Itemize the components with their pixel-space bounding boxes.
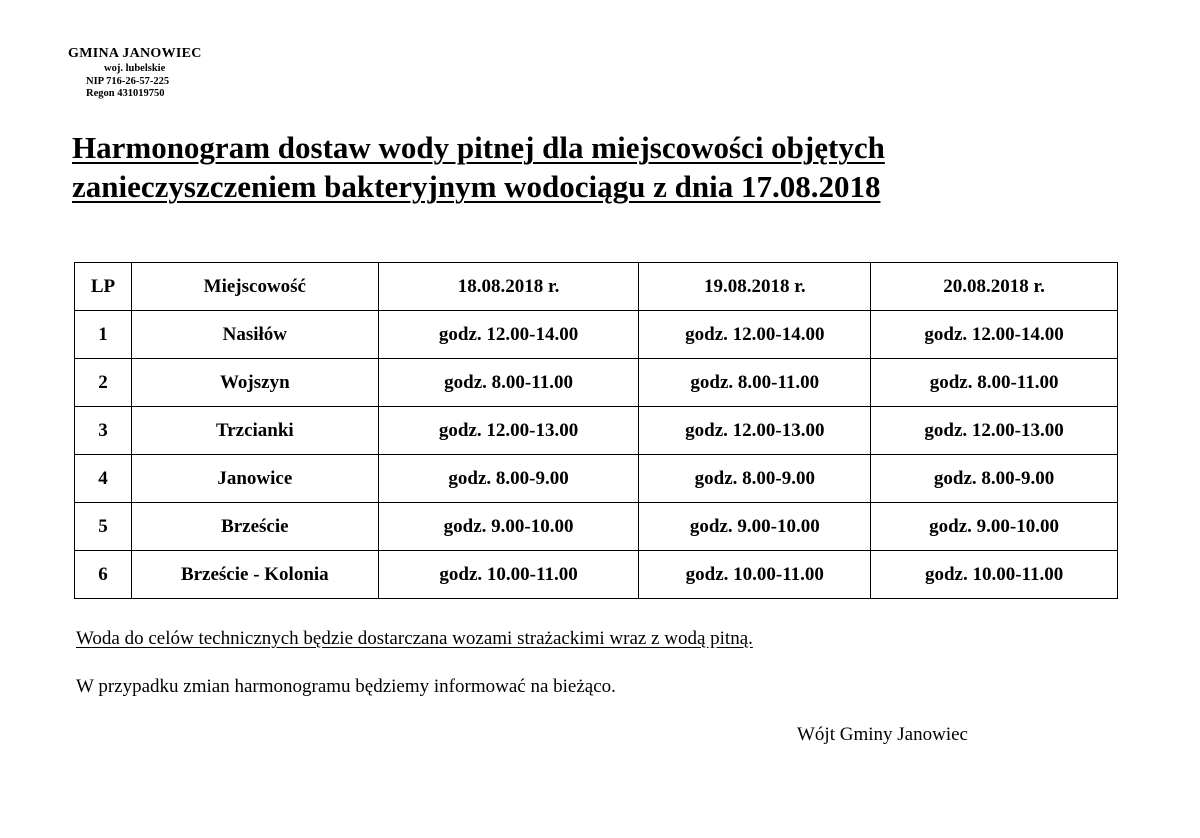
cell-time: godz. 8.00-9.00 xyxy=(378,455,639,503)
cell-time: godz. 8.00-11.00 xyxy=(871,359,1118,407)
table-row xyxy=(75,455,1118,503)
header-date-2: 19.08.2018 r. xyxy=(639,263,871,311)
technical-water-note: Woda do celów technicznych będzie dostarczana wozami strażackimi wraz z wodą pitną. xyxy=(76,628,753,649)
cell-location: Janowice xyxy=(131,455,378,503)
table-row xyxy=(75,359,1118,407)
cell-time: godz. 8.00-11.00 xyxy=(639,359,871,407)
cell-location: Nasiłów xyxy=(131,311,378,359)
header-date-3: 20.08.2018 r. xyxy=(871,263,1118,311)
cell-time: godz. 8.00-11.00 xyxy=(378,359,639,407)
header-date-1: 18.08.2018 r. xyxy=(378,263,639,311)
title-line-1: Harmonogram dostaw wody pitnej dla miejscowości objętych xyxy=(72,130,885,165)
stamp-regon: Regon 431019750 xyxy=(86,88,165,99)
table-row xyxy=(75,503,1118,551)
document-title xyxy=(72,128,1072,206)
changes-note: W przypadku zmian harmonogramu będziemy informować na bieżąco. xyxy=(76,676,616,697)
cell-time: godz. 8.00-9.00 xyxy=(871,455,1118,503)
cell-time: godz. 8.00-9.00 xyxy=(639,455,871,503)
municipality-stamp xyxy=(68,47,202,101)
table-row xyxy=(75,407,1118,455)
header-lp: LP xyxy=(75,263,132,311)
delivery-schedule-table xyxy=(74,262,1118,599)
header-location: Miejscowość xyxy=(131,263,378,311)
cell-time: godz. 10.00-11.00 xyxy=(871,551,1118,599)
cell-time: godz. 9.00-10.00 xyxy=(639,503,871,551)
table-header-row xyxy=(75,263,1118,311)
cell-time: godz. 9.00-10.00 xyxy=(871,503,1118,551)
table-row xyxy=(75,311,1118,359)
title-line-2: zanieczyszczeniem bakteryjnym wodociągu z dnia 17.08.2018 xyxy=(72,169,881,204)
cell-time: godz. 12.00-13.00 xyxy=(378,407,639,455)
cell-time: godz. 9.00-10.00 xyxy=(378,503,639,551)
cell-lp: 6 xyxy=(75,551,132,599)
cell-location: Wojszyn xyxy=(131,359,378,407)
cell-location: Trzcianki xyxy=(131,407,378,455)
cell-lp: 5 xyxy=(75,503,132,551)
signature: Wójt Gminy Janowiec xyxy=(797,724,968,745)
table-row xyxy=(75,551,1118,599)
cell-time: godz. 12.00-14.00 xyxy=(639,311,871,359)
cell-lp: 4 xyxy=(75,455,132,503)
cell-lp: 2 xyxy=(75,359,132,407)
cell-time: godz. 10.00-11.00 xyxy=(378,551,639,599)
cell-location: Brzeście xyxy=(131,503,378,551)
cell-time: godz. 12.00-13.00 xyxy=(639,407,871,455)
stamp-organization: GMINA JANOWIEC xyxy=(68,46,202,61)
stamp-region: woj. lubelskie xyxy=(104,63,166,74)
cell-lp: 1 xyxy=(75,311,132,359)
cell-time: godz. 12.00-14.00 xyxy=(871,311,1118,359)
cell-time: godz. 10.00-11.00 xyxy=(639,551,871,599)
cell-time: godz. 12.00-14.00 xyxy=(378,311,639,359)
cell-time: godz. 12.00-13.00 xyxy=(871,407,1118,455)
stamp-nip: NIP 716-26-57-225 xyxy=(86,75,170,87)
cell-location: Brzeście - Kolonia xyxy=(131,551,378,599)
cell-lp: 3 xyxy=(75,407,132,455)
